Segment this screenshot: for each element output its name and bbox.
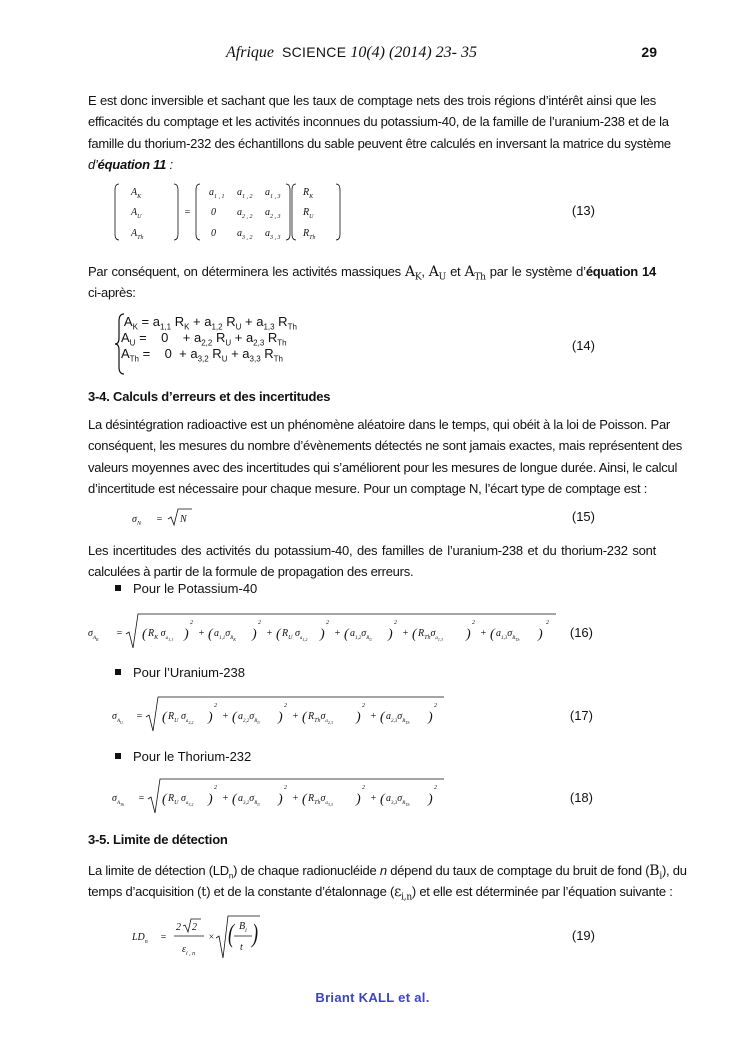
- svg-text:a3,3σRTh: $a_{3,3}\sigma_{RTh}$: [386, 793, 410, 807]
- svg-text:(: (: [412, 627, 417, 642]
- equation-number: (16): [569, 625, 593, 640]
- svg-text:RThσa3,3: $R_{Th}\sigma_{a3,3}$: [308, 793, 333, 807]
- svg-text:2: 2: [258, 620, 261, 626]
- svg-text:): ): [252, 918, 259, 948]
- equation-reference: équation 11: [97, 156, 167, 172]
- svg-text:2: 2: [326, 620, 329, 626]
- svg-text:2: 2: [284, 785, 287, 791]
- svg-text:(: (: [490, 627, 495, 642]
- svg-text:2: 2: [434, 785, 437, 791]
- equation-row: $A_K = a_{1,1}$ $R_K + a_{1,2}$ $R_U + a_{1,3}$ $R_{Th}$: [121, 314, 297, 332]
- svg-text:): ): [356, 792, 361, 807]
- svg-text:RThσa2,3: $R_{Th}\sigma_{a2,3}$: [308, 711, 333, 725]
- svg-text:(: (: [380, 710, 385, 725]
- svg-text:(: (: [208, 627, 213, 642]
- svg-text:RU σa2,2: $R_U$ $\sigma_{a2,2}$: [168, 711, 194, 725]
- text-line: temps d’acquisition (t) et de la constante d’étalonnage $(\varepsilon_{i,n})$ et elle est déterminée par l’équation suivante :: [88, 884, 673, 903]
- svg-text:(: (: [142, 627, 147, 642]
- svg-text:(: (: [380, 792, 385, 807]
- svg-text:): ): [356, 710, 361, 725]
- svg-text:AK: $A_K$: [131, 187, 142, 200]
- svg-text:a1 , 1: $a_{1 , 1}$: [209, 187, 225, 200]
- svg-text:2: 2: [192, 922, 197, 933]
- svg-text:2: 2: [214, 703, 217, 709]
- svg-text:AU: $A_U$: [131, 207, 142, 220]
- text-line: ci-après:: [88, 285, 136, 301]
- svg-text:2: 2: [176, 922, 181, 933]
- text-line: calculées à partir de la formule de propagation des erreurs.: [88, 564, 414, 580]
- bullet-square-icon: [115, 585, 121, 591]
- equation-number: (13): [571, 203, 595, 218]
- svg-text:2: 2: [394, 620, 397, 626]
- text-line: d’incertitude est nécessaire pour chaque mesure. Pour un comptage N, l’écart type de comptage est :: [88, 480, 648, 496]
- svg-text:+: +: [370, 711, 377, 722]
- svg-text:εi , n: $\varepsilon_{i , n}$: [182, 944, 196, 957]
- paragraph-uncertainty: [88, 414, 683, 499]
- svg-text:): ): [428, 792, 433, 807]
- svg-text:): ): [208, 792, 213, 807]
- text-line: famille du thorium-232 des échantillons du sable peuvent être calculés en inversant la matrice du système: [88, 135, 671, 151]
- equation-row: $A_{Th}$ = $0 + a_{3,2}$ $R_U + a_{3,3}$ $R_{Th}$: [121, 346, 283, 364]
- svg-text:+: +: [266, 628, 273, 639]
- text-line: Par conséquent, on déterminera les activités massiques $A_K$, $A_U$ et $A_{Th}$ par le système d’équation 14: [88, 264, 656, 283]
- svg-text:2: 2: [472, 620, 475, 626]
- svg-text:RThσa1,3: $R_{Th}\sigma_{a1,3}$: [418, 628, 443, 642]
- svg-text:(: (: [302, 710, 307, 725]
- svg-text:): ): [278, 792, 283, 807]
- svg-text:2: 2: [546, 620, 549, 626]
- svg-text:2: 2: [434, 703, 437, 709]
- svg-text:RK: $R_K$: [303, 187, 314, 200]
- svg-text:=: =: [160, 932, 167, 943]
- svg-text:2: 2: [284, 703, 287, 709]
- footer-authors: Briant KALL et al.: [315, 990, 430, 1005]
- equation-number: (19): [571, 928, 595, 943]
- svg-text:0: 0: [211, 207, 216, 218]
- svg-text:a1,3σRTh: $a_{1,3}\sigma_{RTh}$: [496, 628, 520, 642]
- equation-17: [110, 695, 450, 735]
- svg-text:=: =: [136, 711, 143, 722]
- equation-18: [110, 777, 450, 817]
- svg-text:): ): [538, 627, 543, 642]
- equation-number: (18): [569, 790, 593, 805]
- svg-text:): ): [466, 627, 471, 642]
- intro-paragraph: [88, 90, 671, 175]
- bullet-item: Pour le Thorium-232: [115, 749, 251, 764]
- text-line: valeurs moyennes avec des incertitudes qui s’améliorent pour les mesures de longue durée. Ainsi, le calcul: [88, 459, 678, 475]
- svg-text:LDn: $LD_n$: [132, 932, 148, 945]
- svg-text:2: 2: [214, 785, 217, 791]
- svg-text:N: N: [180, 514, 187, 525]
- text-line: E est donc inversible et sachant que les taux de comptage nets des trois régions d’intérêt ainsi que les: [88, 93, 656, 108]
- paragraph-detection-limit: [88, 860, 687, 903]
- journal-citation: Afrique SCIENCE 10(4) (2014) 23- 35: [226, 44, 477, 61]
- svg-text:): ): [278, 710, 283, 725]
- svg-text:a2,3σRTh: $a_{2,3}\sigma_{RTh}$: [386, 711, 410, 725]
- svg-text:Bi: $B_i$: [239, 921, 247, 934]
- svg-text:σATh: $\sigma_{ATh}$: [112, 793, 125, 807]
- svg-text:t: t: [240, 942, 243, 953]
- svg-text:σAK: $\sigma_{AK}$: [88, 628, 99, 642]
- svg-text:σN: $\sigma_N$: [132, 514, 141, 527]
- equation-number: (14): [571, 338, 595, 353]
- svg-text:0: 0: [211, 228, 216, 239]
- section-heading: 3-5. Limite de détection: [88, 832, 228, 847]
- svg-text:): ): [320, 627, 325, 642]
- svg-text:+: +: [480, 628, 487, 639]
- svg-text:2: 2: [362, 703, 365, 709]
- svg-text:): ): [252, 627, 257, 642]
- svg-text:a2 , 2: $a_{2 , 2}$: [237, 207, 253, 220]
- bullet-square-icon: [115, 669, 121, 675]
- text-line: efficacités du comptage et les activités inconnues du potassium-40, de la famille de l’uranium-238 et de la: [88, 114, 669, 130]
- equation-14: [121, 314, 381, 374]
- svg-text:RK σa1,1: $R_K$ $\sigma_{a1,1}$: [148, 628, 174, 642]
- svg-text:(: (: [228, 918, 235, 948]
- svg-text:(: (: [162, 792, 167, 807]
- text-line: Les incertitudes des activités du potassium-40, des familles de l’uranium-238 et du thorium-232 sont: [88, 543, 656, 558]
- svg-text:+: +: [222, 711, 229, 722]
- text-line: La désintégration radioactive est un phénomène aléatoire dans le temps, qui obéit à la loi de Poisson. Par: [88, 417, 670, 432]
- svg-text:): ): [208, 710, 213, 725]
- svg-text:(: (: [162, 710, 167, 725]
- svg-text:(: (: [302, 792, 307, 807]
- equation-number: (15): [571, 509, 595, 524]
- svg-text:+: +: [222, 793, 229, 804]
- svg-text:ATh: $A_{Th}$: [131, 228, 144, 241]
- bullet-item: Pour le Potassium-40: [115, 581, 257, 596]
- svg-text:(: (: [344, 627, 349, 642]
- svg-text:=: =: [156, 514, 163, 525]
- section-heading: 3-4. Calculs d’erreurs et des incertitudes: [88, 389, 331, 404]
- svg-text:): ): [184, 627, 189, 642]
- svg-text:RU σa1,2: $R_U$ $\sigma_{a1,2}$: [282, 628, 308, 642]
- paragraph-activities: [88, 261, 656, 304]
- equation-16: [86, 612, 560, 652]
- bullet-square-icon: [115, 753, 121, 759]
- svg-text:a1 , 2: $a_{1 , 2}$: [237, 187, 253, 200]
- svg-text:a1,1σRK: $a_{1,1}\sigma_{RK}$: [214, 628, 236, 642]
- svg-text:(: (: [276, 627, 281, 642]
- svg-text:RTh: $R_{Th}$: [303, 228, 316, 241]
- svg-text:): ): [428, 710, 433, 725]
- equation-15: [128, 506, 208, 530]
- svg-text:=: =: [138, 793, 145, 804]
- svg-text:RU: $R_U$: [303, 207, 314, 220]
- svg-text:a3 , 2: $a_{3 , 2}$: [237, 228, 253, 241]
- svg-text:2: 2: [362, 785, 365, 791]
- svg-text:+: +: [292, 793, 299, 804]
- equation-row: $A_U$ = 0 + $a_{2,2}$ $R_U + a_{2,3}$ $R_{Th}$: [121, 330, 287, 348]
- text-line: conséquent, les mesures du nombre d’évènements détectés ne sont jamais exactes, mais représentent des: [88, 438, 683, 454]
- svg-text:RU σa3,2: $R_U$ $\sigma_{a3,2}$: [168, 793, 194, 807]
- svg-text:a2 , 3: $a_{2 , 3}$: [265, 207, 281, 220]
- svg-text:σAU: $\sigma_{AU}$: [112, 711, 123, 725]
- svg-text:×: ×: [208, 932, 215, 943]
- svg-text:+: +: [402, 628, 409, 639]
- svg-text:a1 , 3: $a_{1 , 3}$: [265, 187, 281, 200]
- page-number: 29: [641, 44, 657, 60]
- equation-13: [100, 178, 360, 246]
- equation-19: [130, 912, 270, 962]
- text-line: La limite de détection $(LD_n)$ de chaque radionucléide n dépend du taux de comptage du bruit de fond $(B_i)$, du: [88, 863, 687, 882]
- svg-text:a3,2σRU: $a_{3,2}\sigma_{RU}$: [238, 793, 261, 807]
- paragraph-propagation: [88, 540, 656, 583]
- equation-reference: équation 14: [585, 264, 656, 279]
- svg-text:(: (: [232, 710, 237, 725]
- svg-text:+: +: [292, 711, 299, 722]
- svg-text:2: 2: [190, 620, 193, 626]
- svg-text:+: +: [334, 628, 341, 639]
- bullet-item: Pour l’Uranium-238: [115, 665, 245, 680]
- svg-text:+: +: [370, 793, 377, 804]
- running-header: [0, 44, 745, 64]
- equation-number: (17): [569, 708, 593, 723]
- svg-text:=: =: [116, 628, 123, 639]
- svg-text:+: +: [198, 628, 205, 639]
- svg-text:a3 , 3: $a_{3 , 3}$: [265, 228, 281, 241]
- svg-text:=: =: [184, 207, 191, 218]
- svg-text:): ): [388, 627, 393, 642]
- svg-text:a2,2σRU: $a_{2,2}\sigma_{RU}$: [238, 711, 261, 725]
- svg-text:a1,2σRU: $a_{1,2}\sigma_{RU}$: [350, 628, 373, 642]
- text-line: d’équation 11 :: [88, 156, 173, 172]
- svg-text:(: (: [232, 792, 237, 807]
